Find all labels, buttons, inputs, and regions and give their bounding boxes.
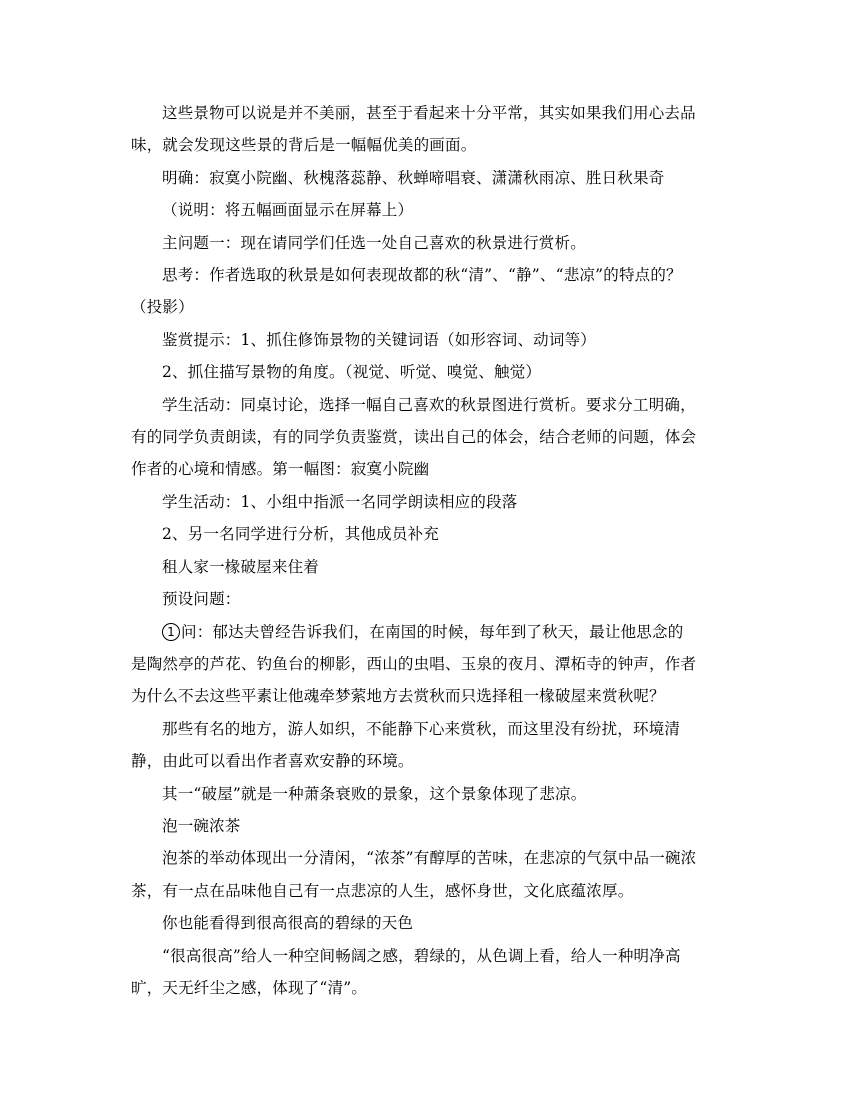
document-body: [131, 97, 731, 1004]
paragraph-line-numbered: [131, 616, 731, 648]
paragraph-line: 其一“破屋”就是一种萧条衰败的景象，这个景象体现了悲凉。: [162, 784, 587, 803]
paragraph-line: 主问题一：现在请同学们任选一处自己喜欢的秋景进行赏析。: [162, 233, 586, 252]
paragraph-line-text: 问：郁达夫曾经告诉我们，在南国的时候，每年到了秋天，最让他思念的: [181, 622, 684, 641]
paragraph-line: （说明：将五幅画面显示在屏幕上）: [162, 201, 414, 220]
paragraph-line: 为什么不去这些平素让他魂牵梦萦地方去赏秋而只选择租一椽破屋来赏秋呢？: [131, 687, 665, 706]
paragraph-line: （投影）: [131, 298, 194, 317]
paragraph-line: 味，就会发现这些景的背后是一幅幅优美的画面。: [131, 136, 477, 155]
paragraph-line: 鉴赏提示：1、抓住修饰景物的关键词语（如形容词、动词等）: [162, 330, 596, 349]
paragraph-line: 学生活动：1、小组中指派一名同学朗读相应的段落: [162, 492, 518, 511]
paragraph-line: 学生活动：同桌讨论，选择一幅自己喜欢的秋景图进行赏析。要求分工明确，: [162, 395, 696, 414]
paragraph-line: 预设问题：: [162, 590, 241, 609]
paragraph-line: 静，由此可以看出作者喜欢安静的环境。: [131, 752, 414, 771]
paragraph-line: 你也能看得到很高很高的碧绿的天色: [162, 914, 414, 933]
paragraph-line: 明确：寂寞小院幽、秋槐落蕊静、秋蝉啼唱衰、潇潇秋雨凉、胜日秋果奇: [162, 168, 665, 187]
paragraph-line: 是陶然亭的芦花、钓鱼台的柳影，西山的虫唱、玉泉的夜月、潭柘寺的钟声，作者: [131, 654, 697, 673]
paragraph-line: 茶，有一点在品味他自己有一点悲凉的人生，感怀身世，文化底蕴浓厚。: [131, 881, 634, 900]
paragraph-line: 租人家一椽破屋来住着: [162, 557, 320, 576]
paragraph-line: 思考：作者选取的秋景是如何表现故都的秋“清”、“静”、“悲凉”的特点的？: [162, 266, 682, 285]
paragraph-line: 有的同学负责朗读，有的同学负责鉴赏，读出自己的体会，结合老师的问题，体会: [131, 428, 697, 447]
paragraph-line: 那些有名的地方，游人如织，不能静下心来赏秋，而这里没有纷扰，环境清: [162, 719, 681, 738]
paragraph-line: 泡茶的举动体现出一分清闲，“浓茶”有醇厚的苦味，在悲凉的气氛中品一碗浓: [162, 849, 697, 868]
paragraph-line: 泡一碗浓茶: [162, 816, 241, 835]
paragraph-line: 2、另一名同学进行分析，其他成员补充: [162, 525, 439, 544]
paragraph-line: 这些景物可以说是并不美丽，甚至于看起来十分平常，其实如果我们用心去品: [162, 104, 696, 122]
circled-number-marker: 1: [162, 623, 180, 641]
paragraph-line: 旷，天无纤尘之感，体现了“清”。: [131, 978, 368, 997]
paragraph-line: 作者的心境和情感。第一幅图：寂寞小院幽: [131, 460, 430, 479]
paragraph-line: “很高很高”给人一种空间畅阔之感，碧绿的，从色调上看，给人一种明净高: [162, 946, 681, 965]
paragraph-line: 2、抓住描写景物的角度。（视觉、听觉、嗅觉、触觉）: [162, 363, 542, 382]
